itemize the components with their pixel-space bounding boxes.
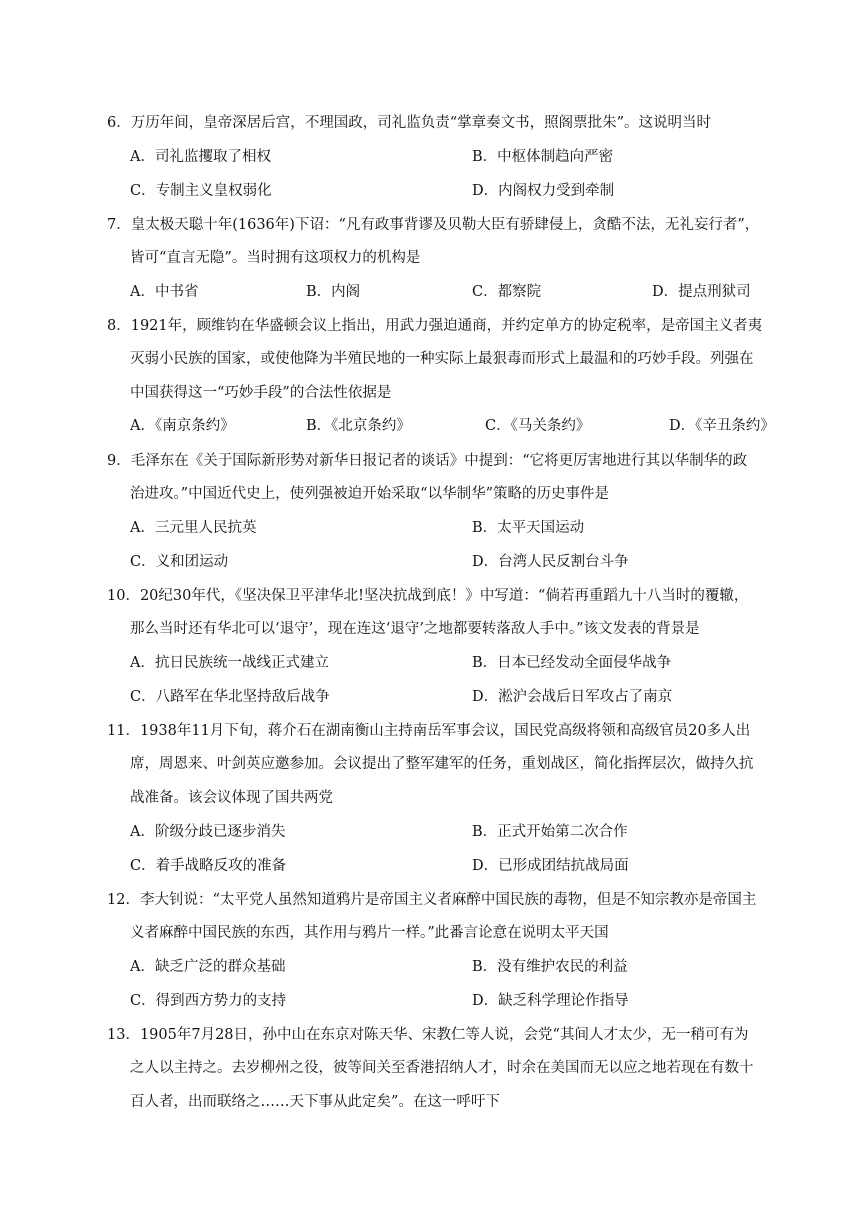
question-text: 13．1905年7月28日，孙中山在东京对陈天华、宋教仁等人说，会党“其间人才太少，无一稍可有为 (107, 1027, 749, 1043)
option-c: C．得到西方势力的支持 (130, 993, 287, 1009)
option-a: A．三元里人民抗英 (130, 520, 257, 536)
question-text: 8．1921年，顾维钧在华盛顿会议上指出，用武力强迫通商，并约定单方的协定税率，是帝国主义者夷 (107, 318, 763, 334)
option-c: C．义和团运动 (130, 554, 229, 570)
question-text: 之人以主持之。去岁柳州之役，彼等间关至香港招纳人才，时余在美国而无以应之地若现在有数十 (130, 1060, 754, 1076)
option-a: A．中书省 (130, 284, 199, 300)
option-c: C．着手战略反攻的准备 (130, 858, 287, 874)
option-d: D．《辛丑条约》 (669, 418, 775, 434)
option-c: C．八路军在华北坚持敌后战争 (130, 689, 330, 705)
question-text: 9．毛泽东在《关于国际新形势对新华日报记者的谈话》中提到：“它将更厉害地进行其以华制华的政 (107, 453, 748, 469)
option-d: D．已形成团结抗战局面 (472, 858, 629, 874)
question-text: 那么当时还有华北可以‘退守’，现在连这‘退守’之地都要转落敌人手中。”该文发表的背景是 (130, 621, 700, 637)
question-text: 席，周恩来、叶剑英应邀参加。会议提出了整军建军的任务，重划战区，简化指挥层次，做持久抗 (130, 756, 754, 772)
question-text: 6．万历年间，皇帝深居后宫，不理国政，司礼监负责“掌章奏文书，照阁票批朱”。这说明当时 (107, 115, 712, 131)
question-text: 10．20纪30年代，《坚决保卫平津华北!坚决抗战到底！》中写道：“倘若再重蹈九十八当时的覆辙， (107, 588, 749, 604)
option-d: D．缺乏科学理论作指导 (472, 993, 629, 1009)
option-a: A．抗日民族统一战线正式建立 (130, 655, 329, 671)
question-text: 12．李大钊说：“太平党人虽然知道鸦片是帝国主义者麻醉中国民族的毒物，但是不知宗教亦是帝国主 (107, 892, 757, 908)
question-text: 11．1938年11月下旬，蒋介石在湖南衡山主持南岳军事会议，国民党高级将领和高级官员20多人出 (107, 723, 751, 739)
option-a: A．阶级分歧已逐步消失 (130, 824, 286, 840)
question-text: 皆可“直言无隐”。当时拥有这项权力的机构是 (130, 250, 421, 266)
option-b: B．没有维护农民的利益 (472, 959, 628, 975)
option-d: D．提点刑狱司 (652, 284, 751, 300)
option-c: C．《马关条约》 (485, 418, 591, 434)
option-d: D．内阁权力受到牵制 (472, 183, 615, 199)
option-d: D．淞沪会战后日军攻占了南京 (472, 689, 673, 705)
option-a: A．司礼监攫取了相权 (130, 149, 271, 165)
option-b: B．内阁 (306, 284, 361, 300)
question-text: 百人者，出而联络之……天下事从此定矣”。在这一呼吁下 (130, 1094, 500, 1110)
option-a: A．《南京条约》 (130, 418, 235, 434)
question-text: 治进攻。”中国近代史上，使列强被迫开始采取“以华制华”策略的历史事件是 (130, 486, 609, 502)
option-b: B．正式开始第二次合作 (472, 824, 628, 840)
question-text: 中国获得这一“巧妙手段”的合法性依据是 (130, 385, 392, 401)
option-d: D．台湾人民反割台斗争 (472, 554, 629, 570)
option-b: B．中枢体制趋向严密 (472, 149, 614, 165)
option-b: B．日本已经发动全面侵华战争 (472, 655, 672, 671)
question-text: 7．皇太极天聪十年(1636年)下诏：“凡有政事背谬及贝勒大臣有骄肆侵上，贪酷不法，无礼妄行者”， (107, 217, 760, 233)
question-text: 灭弱小民族的国家，或使他降为半殖民地的一种实际上最狠毒而形式上最温和的巧妙手段。列强在 (130, 351, 754, 367)
question-text: 战准备。该会议体现了国共两党 (130, 790, 333, 806)
question-text: 义者麻醉中国民族的东西，其作用与鸦片一样。”此番言论意在说明太平天国 (130, 925, 609, 941)
option-a: A．缺乏广泛的群众基础 (130, 959, 286, 975)
option-c: C．专制主义皇权弱化 (130, 183, 272, 199)
option-c: C．都察院 (472, 284, 542, 300)
option-b: B．《北京条约》 (306, 418, 411, 434)
option-b: B．太平天国运动 (472, 520, 585, 536)
